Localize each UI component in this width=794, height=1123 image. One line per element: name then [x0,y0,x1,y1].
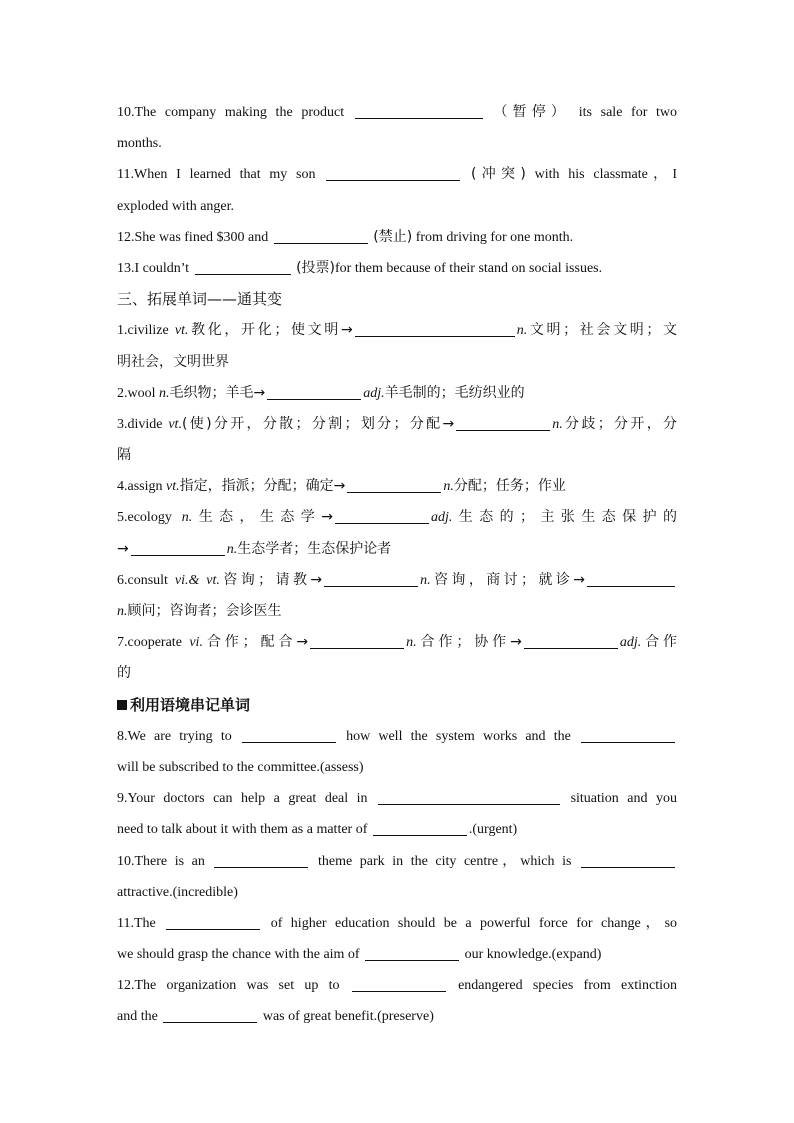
word-item-6-line-1 [117,565,677,596]
word-item-4-pos: vt. [166,479,180,495]
question-11-line-1 [117,159,677,190]
answer-blank-c12b[interactable] [163,1004,257,1023]
word-item-7-pos3: adj. [619,635,642,651]
context-question-10-text-a: 10.There is an [117,853,205,869]
question-11-line-2 [117,191,677,222]
context-question-9-text-c: need to talk about it with them as a matter of [117,822,368,838]
context-question-12-text-d: was of great benefit.(preserve) [262,1009,434,1025]
answer-blank-word-2[interactable] [267,381,361,400]
word-item-2-def2: 羊毛制的；毛纺织业的 [384,384,525,401]
question-11-text: 11.When I learned that my son [117,167,316,183]
word-item-1-def: 教化，开化；使文明→ [188,322,353,339]
word-item-3-pos2: n. [552,416,563,432]
word-item-7-line-2: 的 [117,665,131,682]
word-item-1-head: 1.civilize [117,323,169,339]
context-question-12-text-a: 12.The organization was set up to [117,978,340,994]
word-item-3-def: (使)分开，分散；分割；划分；分配→ [181,415,455,432]
question-10-continuation: months. [117,136,162,152]
context-question-8-line-2: will be subscribed to the committee.(assess) [117,759,364,775]
word-item-7-pos: vi. [189,635,203,651]
context-question-9-line-2 [117,814,677,845]
word-item-7-def: 合作；配合→ [202,634,309,651]
word-item-5-def2: 生态的；主张生态保护的 [452,509,678,526]
answer-blank-q13[interactable] [195,256,291,275]
question-10-suffix: its sale for two [578,105,678,120]
question-10-line-1 [117,97,677,128]
word-item-4-head: 4.assign [117,479,163,495]
word-item-3-line-2: 隔 [117,447,131,464]
word-item-6-cont-def: 顾问；咨询者；会诊医生 [127,603,282,619]
answer-blank-word-7a[interactable] [310,630,404,649]
question-11-suffix: with his classmate，I [534,167,678,183]
question-13-line [117,253,677,284]
word-item-2-pos: n. [159,385,170,401]
context-question-9-text-d: .(urgent) [468,822,518,838]
context-question-10-line-1 [117,846,677,877]
word-item-7-def3: 合作 [641,634,678,651]
answer-blank-c9a[interactable] [378,786,560,805]
word-item-4-def2: 分配；任务；作业 [453,478,566,495]
word-item-1-line-1 [117,315,677,346]
word-item-1-pos2: n. [516,323,528,339]
answer-blank-q11[interactable] [326,162,460,181]
word-item-4-line [117,471,677,502]
word-item-5-cont-pos: n. [226,541,238,557]
context-question-12-line-1 [117,970,677,1001]
word-item-1-pos: vt. [174,323,189,339]
question-10-hint: （暂停） [493,104,571,120]
question-12-text: 12.She was fined $300 and [117,229,269,245]
answer-blank-c10a[interactable] [214,849,308,868]
word-item-5-def: 生态，生态学→ [192,509,333,526]
answer-blank-word-4[interactable] [347,474,441,493]
question-10-line-2 [117,128,677,159]
answer-blank-c11a[interactable] [166,911,260,930]
question-11-hint: (冲突) [471,166,526,183]
word-item-5-line-1 [117,502,677,533]
answer-blank-word-6b[interactable] [587,568,675,587]
answer-blank-c8a[interactable] [242,724,336,743]
context-question-12-line-2 [117,1001,677,1032]
word-item-2-def: 毛织物；羊毛→ [169,384,266,401]
context-question-11-line-1 [117,908,677,939]
answer-blank-word-7b[interactable] [524,630,618,649]
answer-blank-q12[interactable] [274,225,368,244]
worksheet-page [117,97,677,1033]
question-13-suffix: for them because of their stand on social issues. [335,260,603,276]
word-item-4-pos2: n. [443,479,454,495]
context-question-8-line-1 [117,721,677,752]
context-question-8-text-b: how well the system works and the [346,728,571,744]
context-question-8-text-a: 8.We are trying to [117,728,232,744]
word-item-5-pos: n. [181,510,193,526]
answer-blank-c10b[interactable] [581,849,675,868]
answer-blank-q10[interactable] [355,100,483,119]
word-item-6-line-2 [117,596,677,627]
answer-blank-word-5a[interactable] [335,505,429,524]
question-12-hint: (禁止) [373,228,413,245]
context-question-10-text-b: theme park in the city centre，which is [318,853,572,869]
context-question-12-text-c: and the [117,1009,158,1025]
question-12-suffix: from driving for one month. [415,229,574,245]
context-question-11-text-a: 11.The [117,915,156,931]
context-question-12-text-b: endangered species from extinction [458,978,678,994]
word-item-4-def: 指定，指派；分配；确定→ [179,478,346,495]
word-item-2-pos2: adj. [363,385,385,401]
context-question-9-text-a: 9.Your doctors can help a great deal in [117,791,368,807]
word-item-6-pos2: n. [420,572,431,588]
word-item-7-line-1 [117,627,677,658]
answer-blank-word-1[interactable] [355,318,515,337]
word-item-2-line [117,378,677,409]
answer-blank-c11b[interactable] [365,942,459,961]
word-item-3-head: 3.divide [117,416,163,432]
arrow-icon: → [117,540,129,557]
context-question-11-text-d: our knowledge.(expand) [464,947,602,963]
context-question-11-line-2 [117,939,677,970]
word-item-3-pos: vt. [168,416,182,432]
word-item-1-line-2: 明社会，文明世界 [117,353,229,370]
word-item-1-def2: 文明；社会文明；文 [527,322,678,339]
word-item-5-head: 5.ecology [117,510,172,526]
word-item-5-cont-def: 生态学者；生态保护论者 [237,540,392,557]
context-question-9-text-b: situation and you [570,791,678,807]
word-item-6-cont-pos: n. [117,604,128,619]
word-item-6-pos: vi.& vt. [174,572,220,588]
context-question-10-line-2: attractive.(incredible) [117,884,238,900]
word-item-7-pos2: n. [406,635,417,651]
question-13-hint: (投票) [296,259,336,276]
answer-blank-c8b[interactable] [581,724,675,743]
answer-blank-c12a[interactable] [352,973,446,992]
answer-blank-word-6a[interactable] [324,568,418,587]
context-section-title [117,690,677,721]
question-10-text: 10.The company making the product [117,105,345,120]
word-item-6-def2: 咨询，商讨；就诊→ [430,571,586,588]
word-item-7-head: 7.cooperate [117,635,182,651]
word-item-5-line-2 [117,534,677,565]
context-section-title-text: 利用语境串记单词 [130,695,251,714]
question-12-line [117,222,677,253]
word-item-3-line-1 [117,409,677,440]
word-item-2-head: 2.wool [117,385,156,401]
word-item-6-head: 6.consult [117,572,168,588]
question-11-continuation: exploded with anger. [117,198,235,214]
answer-blank-word-5b[interactable] [131,537,225,556]
context-question-11-text-b: of higher education should be a powerful force for change，so [270,915,678,931]
section-3-title: 三、拓展单词——通其变 [117,290,283,309]
black-square-icon [117,700,127,710]
question-13-text: 13.I couldn’t [117,260,190,276]
word-item-7-def2: 合作；协作→ [416,634,522,651]
word-item-3-def2: 分歧；分开，分 [562,415,678,432]
context-question-11-text-c: we should grasp the chance with the aim of [117,947,360,963]
answer-blank-word-3[interactable] [456,412,550,431]
context-question-9-line-1 [117,783,677,814]
answer-blank-c9b[interactable] [373,817,467,836]
word-item-6-def: 咨询；请教→ [219,571,323,588]
word-item-5-pos2: adj. [430,510,453,526]
